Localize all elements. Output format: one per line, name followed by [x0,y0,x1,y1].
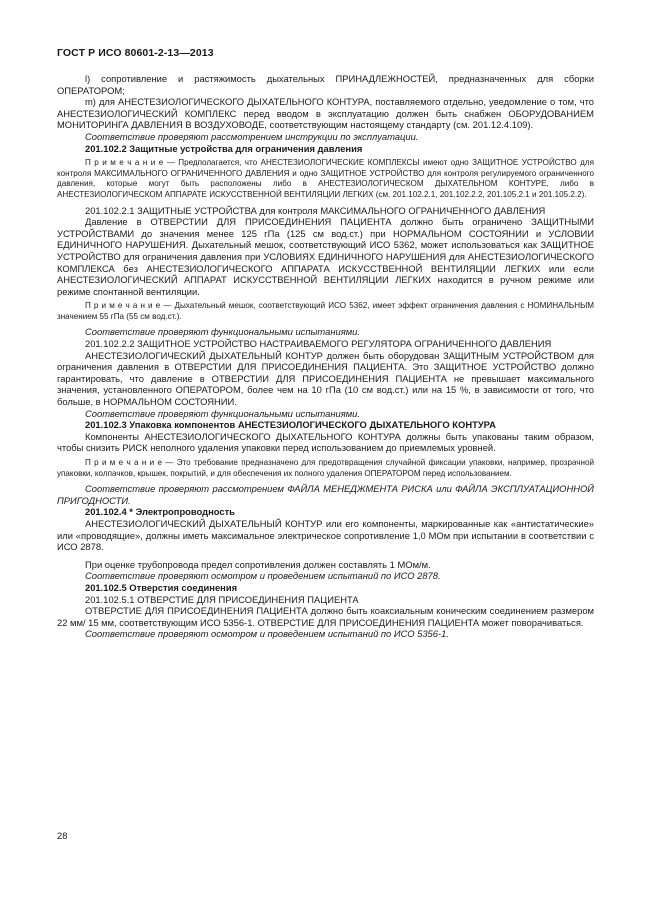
paragraph: АНЕСТЕЗИОЛОГИЧЕСКИЙ ДЫХАТЕЛЬНЫЙ КОНТУР или его компоненты, маркированные как «антистатические» или «проводящие», должны иметь максимальное электрическое сопротивление 1,0 МОм при испытании в соответствии с ИСО 2878. [57,517,594,553]
paragraph: m) для АНЕСТЕЗИОЛОГИЧЕСКОГО ДЫХАТЕЛЬНОГО КОНТУРА, поставляемого отдельно, уведомление о том, что АНЕСТЕЗИОЛОГИЧЕСКИЙ КОМПЛЕКС перед вводом в эксплуатацию должен быть снабжен ОБОРУДОВАНИЕМ МОНИТОРИНГА ДАВЛЕНИЯ В ВОЗДУХОВОДЕ, соответствующим настоящему стандарту (см. 201.12.4.109). [57,96,594,131]
paragraph: При оценке трубопровода предел сопротивления должен составлять 1 МОм/м. [85,558,431,570]
section-heading: 201.102.4 * Электропроводность [85,506,235,518]
section-heading: 201.102.2 Защитные устройства для ограничения давления [85,142,363,154]
note-paragraph: П р и м е ч а н и е — Дыхательный мешок, соответствующий ИСО 5362, имеет эффект ограничения давления с НОМИНАЛЬНЫМ значением 55 гПа (55 см вод.ст.). [57,301,594,321]
document-body [57,73,594,640]
section-heading: 201.102.5 Отверстия соединения [85,581,238,593]
subsection-title: 201.102.5.1 ОТВЕРСТИЕ ДЛЯ ПРИСОЕДИНЕНИЯ ПАЦИЕНТА [85,593,359,605]
subsection-title: 201.102.2.2 ЗАЩИТНОЕ УСТРОЙСТВО НАСТРАИВАЕМОГО РЕГУЛЯТОРА ОГРАНИЧЕННОГО ДАВЛЕНИЯ [85,338,552,350]
paragraph: Давление в ОТВЕРСТИИ ДЛЯ ПРИСОЕДИНЕНИЯ ПАЦИЕНТА должно быть ограничено ЗАЩИТНЫМИ УСТРОЙСТВАМИ до значения менее 125 гПа (125 см вод.ст.) при НОРМАЛЬНОМ СОСТОЯНИИ и УСЛОВИИ ЕДИНИЧНОГО НАРУШЕНИЯ. Дыхательный мешок, соответствующий ИСО 5362, может использоваться как ЗАЩИТНОЕ УСТРОЙСТВО для ограничения давления при УСЛОВИЯХ ЕДИНИЧНОГО НАРУШЕНИЯ для АНЕСТЕЗИОЛОГИЧЕСКОГО КОМПЛЕКСА без АНЕСТЕЗИОЛОГИЧЕСКОГО АППАРАТА ИСКУССТВЕННОЙ ВЕНТИЛЯЦИИ ЛЕГКИХ или если АНЕСТЕЗИОЛОГИЧЕСКИЙ АППАРАТ ИСКУССТВЕННОЙ ВЕНТИЛЯЦИИ ЛЕГКИХ находится в ручном режиме или режиме спонтанной вентиляции. [57,216,594,297]
compliance-note: Соответствие проверяют рассмотрением ФАЙЛА МЕНЕДЖМЕНТА РИСКА или ФАЙЛА ЭКСПЛУАТАЦИОННОЙ ПРИГОДНОСТИ. [57,483,594,506]
paragraph: АНЕСТЕЗИОЛОГИЧЕСКИЙ ДЫХАТЕЛЬНЫЙ КОНТУР должен быть оборудован ЗАЩИТНЫМ УСТРОЙСТВОМ для ограничения давления в ОТВЕРСТИИ ДЛЯ ПРИСОЕДИНЕНИЯ ПАЦИЕНТА. Это ЗАЩИТНОЕ УСТРОЙСТВО должно гарантировать, что давление в ОТВЕРСТИИ ДЛЯ ПРИСОЕДИНЕНИЯ ПАЦИЕНТА не превышает максимального значения, установленного ОПЕРАТОРОМ, более чем на 10 гПа (10 см вод.ст.) или на 15 %, в зависимости от того, что больше, в НОРМАЛЬНОМ СОСТОЯНИИ. [57,349,594,408]
paragraph: Компоненты АНЕСТЕЗИОЛОГИЧЕСКОГО ДЫХАТЕЛЬНОГО КОНТУРА должны быть упакованы таким образом, чтобы снизить РИСК неполного удаления упаковки перед использованием до приемлемых уровней. [57,430,594,454]
compliance-note: Соответствие проверяют функциональными испытаниями. [85,326,360,338]
paragraph: l) сопротивление и растяжимость дыхательных ПРИНАДЛЕЖНОСТЕЙ, предназначенных для сборки ОПЕРАТОРОМ; [57,73,594,96]
compliance-note: Соответствие проверяют рассмотрением инструкции по эксплуатации. [85,130,419,142]
note-paragraph: П р и м е ч а н и е — Это требование предназначено для предотвращения случайной фиксации упаковки, например, прозрачной упаковки, колпачков, крышек, покрытий, и для обеспечения их полного удаления ОПЕРАТОРОМ перед использованием. [57,458,594,478]
subsection-title: 201.102.2.1 ЗАЩИТНЫЕ УСТРОЙСТВА для контроля МАКСИМАЛЬНОГО ОГРАНИЧЕННОГО ДАВЛЕНИЯ [85,204,546,216]
paragraph: ОТВЕРСТИЕ ДЛЯ ПРИСОЕДИНЕНИЯ ПАЦИЕНТА должно быть коаксиальным коническим соединением размером 22 мм/ 15 мм, соответствующим ИСО 5356-1. ОТВЕРСТИЕ ДЛЯ ПРИСОЕДИНЕНИЯ ПАЦИЕНТА может поворачиваться. [57,605,594,628]
document-header: ГОСТ Р ИСО 80601-2-13—2013 [57,47,214,59]
compliance-note: Соответствие проверяют осмотром и проведением испытаний по ИСО 5356-1. [85,628,449,640]
page-number: 28 [57,830,68,841]
document-page [57,0,594,913]
compliance-note: Соответствие проверяют функциональными испытаниями. [85,407,360,419]
section-heading: 201.102.3 Упаковка компонентов АНЕСТЕЗИОЛОГИЧЕСКОГО ДЫХАТЕЛЬНОГО КОНТУРА [85,419,496,431]
compliance-note: Соответствие проверяют осмотром и проведением испытаний по ИСО 2878. [85,570,441,582]
note-paragraph: П р и м е ч а н и е — Предполагается, что АНЕСТЕЗИОЛОГИЧЕСКИЕ КОМПЛЕКСЫ имеют одно ЗАЩИТНОЕ УСТРОЙСТВО для контроля МАКСИМАЛЬНОГО ОГРАНИЧЕННОГО ДАВЛЕНИЯ и одно ЗАЩИТНОЕ УСТРОЙСТВО для контроля регулируемого ограниченного давления, которые могут быть расположены либо в АНЕСТЕЗИОЛОГИЧЕСКОМ ДЫХАТЕЛЬНОМ КОНТУРЕ, либо в АНЕСТЕЗИОЛОГИЧЕСКОМ АППАРАТЕ ИСКУССТВЕННОЙ ВЕНТИЛЯЦИИ ЛЕГКИХ (см. 201.102.2.1, 201.102.2.2, 201.105.2.1 и 201.105.2.2). [57,158,594,199]
